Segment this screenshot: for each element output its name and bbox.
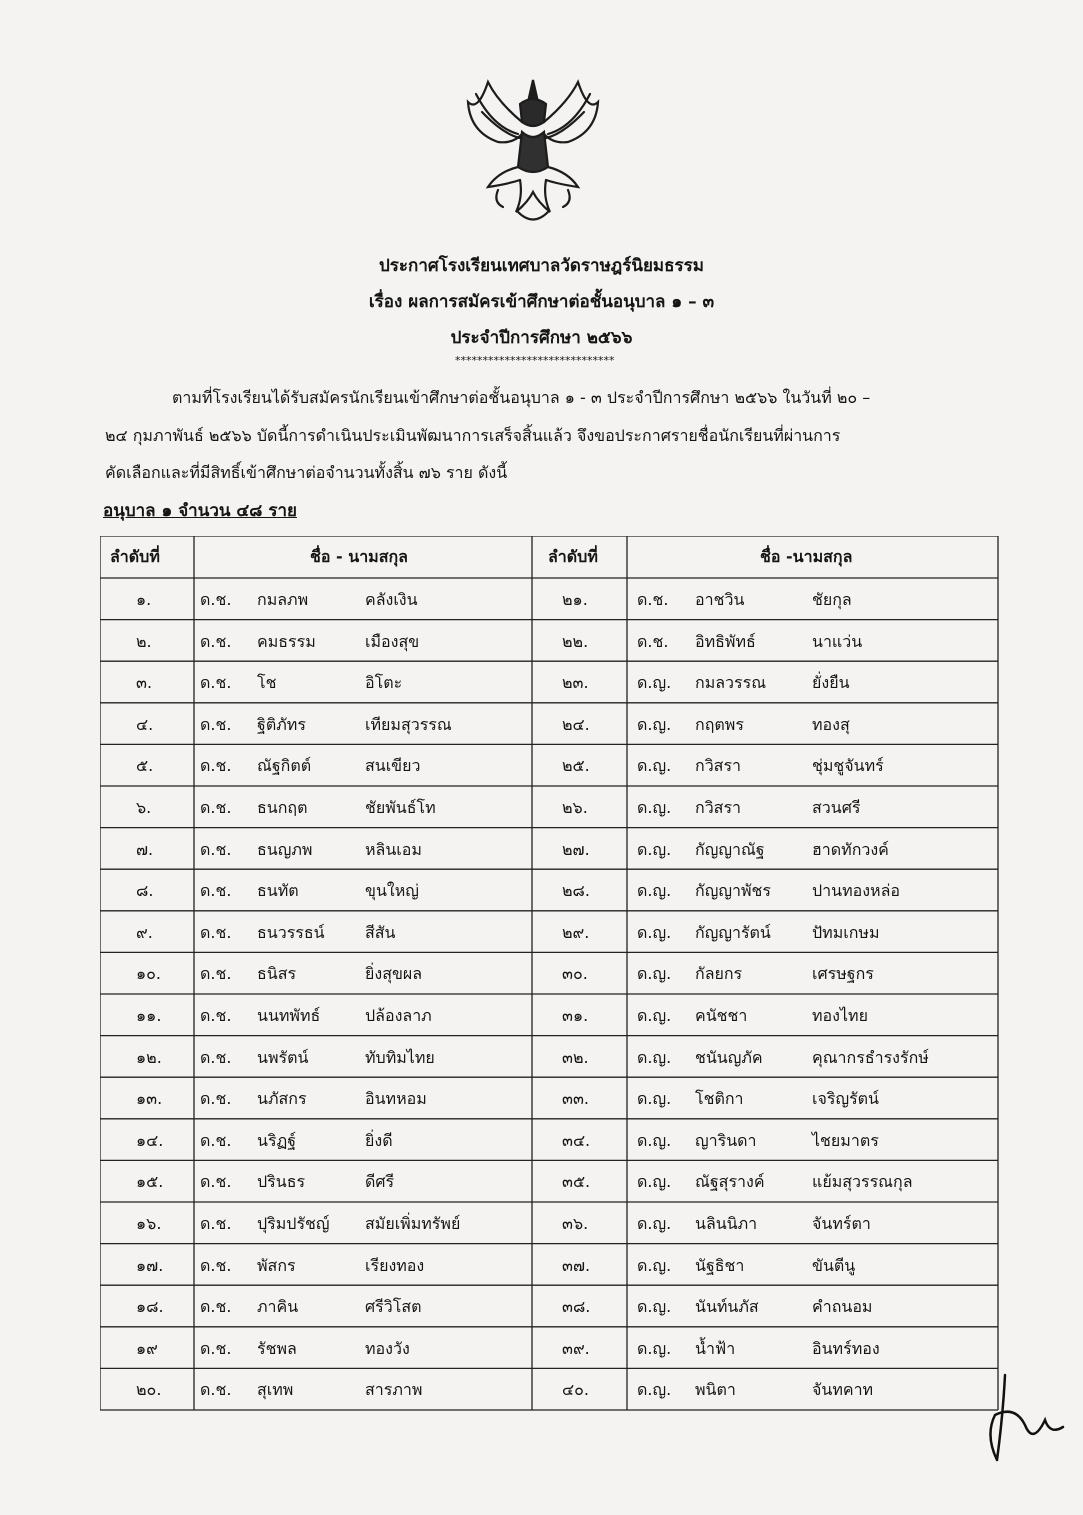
row-firstname-left: ปุริมปรัชญ์ — [257, 1214, 330, 1233]
row-lastname-right: คุณากรธำรงรักษ์ — [812, 1047, 929, 1067]
section-title: อนุบาล ๑ จำนวน ๔๘ ราย — [103, 501, 297, 521]
row-prefix-right: ด.ญ. — [637, 673, 672, 693]
row-firstname-right: พนิตา — [695, 1380, 736, 1400]
row-firstname-right: นลินนิภา — [695, 1214, 758, 1233]
row-order-left: ๑๐. — [136, 964, 162, 984]
body-paragraph-line-2: ๒๔ กุมภาพันธ์ ๒๕๖๖ บัดนี้การดำเนินประเมินพัฒนาการเสร็จสิ้นแล้ว จึงขอประกาศรายชื่อนักเรียนที่ผ่านการ — [105, 426, 841, 445]
row-firstname-left: พัสกร — [257, 1255, 296, 1275]
row-firstname-left: ธนิสร — [257, 964, 297, 984]
row-order-right: ๒๒. — [562, 631, 589, 651]
row-lastname-right: แย้มสุวรรณกุล — [812, 1172, 913, 1192]
row-firstname-left: ธนกฤต — [257, 798, 308, 817]
row-order-left: ๑๓. — [136, 1089, 163, 1109]
row-order-right: ๓๒. — [562, 1047, 589, 1067]
row-lastname-right: จันทร์ตา — [812, 1214, 871, 1233]
row-firstname-right: ชนันญภัค — [695, 1047, 763, 1067]
row-lastname-right: อินทร์ทอง — [812, 1338, 880, 1358]
row-firstname-left: สุเทพ — [257, 1380, 294, 1400]
row-lastname-left: ชัยพันธ์โท — [365, 798, 436, 817]
row-prefix-right: ด.ญ. — [637, 1006, 672, 1025]
row-prefix-left: ด.ช. — [200, 922, 232, 942]
row-lastname-right: ทองสุ — [812, 714, 850, 734]
row-lastname-right: จันทคาท — [812, 1380, 874, 1400]
row-firstname-left: รัชพล — [257, 1338, 297, 1358]
row-order-right: ๓๕. — [562, 1172, 591, 1192]
row-prefix-right: ด.ญ. — [637, 922, 672, 942]
header-name-2: ชื่อ -นามสกุล — [760, 547, 853, 566]
row-order-left: ๗. — [136, 839, 154, 859]
row-firstname-right: นัฐธิชา — [695, 1255, 745, 1275]
row-firstname-left: ณัฐกิตต์ — [257, 756, 312, 776]
row-firstname-right: ณัฐสุรางค์ — [695, 1172, 765, 1192]
row-order-right: ๒๑. — [562, 590, 588, 609]
row-prefix-right: ด.ญ. — [637, 1380, 672, 1400]
header-name-1: ชื่อ - นามสกุล — [310, 547, 408, 566]
header-order-1: ลำดับที่ — [110, 547, 160, 566]
row-order-left: ๑๖. — [136, 1214, 162, 1233]
row-lastname-left: ทับทิมไทย — [365, 1047, 435, 1067]
row-order-left: ๖. — [136, 798, 152, 817]
row-lastname-left: เรียงทอง — [365, 1255, 425, 1275]
row-order-right: ๒๖. — [562, 798, 588, 817]
row-order-right: ๓๐. — [562, 964, 588, 984]
row-prefix-left: ด.ช. — [200, 1006, 232, 1025]
row-lastname-right: สวนศรี — [812, 798, 861, 817]
row-prefix-right: ด.ช. — [637, 590, 669, 609]
row-prefix-left: ด.ช. — [200, 1338, 232, 1358]
row-firstname-left: ธนวรรธน์ — [257, 922, 325, 942]
row-lastname-right: นาแว่น — [812, 631, 863, 651]
row-prefix-right: ด.ญ. — [637, 798, 672, 817]
row-firstname-right: น้ำฟ้า — [695, 1338, 736, 1358]
row-prefix-right: ด.ญ. — [637, 839, 672, 859]
row-lastname-right: เศรษฐกร — [812, 964, 874, 984]
row-lastname-right: ปานทองหล่อ — [812, 881, 901, 901]
row-order-left: ๒๐. — [136, 1380, 162, 1400]
row-prefix-right: ด.ญ. — [637, 1338, 672, 1358]
announcement-title: ประกาศโรงเรียนเทศบาลวัดราษฎร์นิยมธรรม — [379, 256, 704, 276]
row-prefix-left: ด.ช. — [200, 1255, 232, 1275]
row-prefix-left: ด.ช. — [200, 714, 232, 734]
row-firstname-right: คนัชชา — [695, 1006, 748, 1025]
row-prefix-left: ด.ช. — [200, 798, 232, 817]
row-prefix-right: ด.ญ. — [637, 756, 672, 776]
handwritten-signature — [975, 1355, 1065, 1475]
row-prefix-right: ด.ญ. — [637, 964, 672, 984]
row-order-left: ๙. — [136, 922, 153, 942]
row-prefix-right: ด.ญ. — [637, 1297, 672, 1317]
row-order-left: ๓. — [136, 673, 153, 693]
row-prefix-left: ด.ช. — [200, 964, 232, 984]
row-prefix-left: ด.ช. — [200, 1089, 232, 1109]
garuda-emblem-icon — [458, 72, 608, 232]
row-firstname-left: ภาคิน — [257, 1297, 299, 1317]
row-firstname-left: ฐิติภัทร — [257, 714, 306, 734]
row-lastname-right: ปัทมเกษม — [812, 922, 880, 942]
row-prefix-left: ด.ช. — [200, 1130, 232, 1150]
row-firstname-right: อิทธิพัทธ์ — [695, 631, 756, 651]
row-firstname-left: นริฏฐ์ — [257, 1130, 297, 1150]
row-order-left: ๑๔. — [136, 1130, 164, 1150]
row-prefix-left: ด.ช. — [200, 756, 232, 776]
row-lastname-left: สารภาพ — [365, 1380, 423, 1400]
row-lastname-left: เทียมสุวรรณ — [365, 714, 452, 734]
row-firstname-right: กฤตพร — [695, 714, 744, 734]
row-firstname-right: โชติกา — [695, 1089, 744, 1109]
row-lastname-right: ฮาดทักวงค์ — [812, 839, 889, 859]
row-order-right: ๒๓. — [562, 673, 589, 693]
row-lastname-right: ชัยกุล — [812, 590, 852, 609]
row-firstname-right: ญารินดา — [695, 1130, 757, 1150]
row-order-right: ๓๓. — [562, 1089, 589, 1109]
row-firstname-right: กัญญาพัชร — [695, 881, 771, 901]
row-prefix-left: ด.ช. — [200, 631, 232, 651]
student-list-table — [100, 536, 1020, 1411]
row-prefix-left: ด.ช. — [200, 673, 232, 693]
row-firstname-left: ปรินธร — [257, 1172, 306, 1192]
row-lastname-right: ทองไทย — [812, 1006, 868, 1025]
row-prefix-right: ด.ญ. — [637, 1172, 672, 1192]
row-firstname-right: กัลยกร — [695, 964, 743, 984]
row-lastname-left: สมัยเพิ่มทรัพย์ — [365, 1214, 461, 1233]
row-lastname-right: ชุ่มชูจันทร์ — [812, 756, 884, 776]
row-order-right: ๒๙. — [562, 922, 590, 942]
row-order-right: ๒๔. — [562, 714, 590, 734]
row-order-left: ๘. — [136, 881, 154, 901]
row-prefix-right: ด.ญ. — [637, 1130, 672, 1150]
row-order-right: ๓๘. — [562, 1297, 591, 1317]
row-order-right: ๔๐. — [562, 1380, 589, 1400]
row-order-left: ๒. — [136, 631, 152, 651]
row-order-left: ๑๒. — [136, 1047, 162, 1067]
row-prefix-right: ด.ญ. — [637, 881, 672, 901]
table-grid — [100, 536, 1020, 1411]
row-prefix-right: ด.ญ. — [637, 1214, 672, 1233]
row-lastname-left: ดีศรี — [365, 1172, 395, 1192]
row-order-right: ๓๖. — [562, 1214, 589, 1233]
row-prefix-left: ด.ช. — [200, 1047, 232, 1067]
row-prefix-left: ด.ช. — [200, 839, 232, 859]
row-order-left: ๑๑. — [136, 1006, 162, 1025]
row-prefix-right: ด.ญ. — [637, 1255, 672, 1275]
row-lastname-left: ยิ่งดี — [365, 1130, 393, 1150]
row-order-left: ๑๗. — [136, 1255, 164, 1275]
row-prefix-left: ด.ช. — [200, 1172, 232, 1192]
row-lastname-right: คำถนอม — [812, 1297, 873, 1317]
row-lastname-right: เจริญรัตน์ — [812, 1089, 879, 1109]
row-firstname-left: กมลภพ — [257, 590, 309, 609]
row-firstname-right: กวิสรา — [695, 756, 742, 776]
row-order-left: ๔. — [136, 714, 154, 734]
row-firstname-left: โช — [257, 673, 277, 693]
row-prefix-left: ด.ช. — [200, 1214, 232, 1233]
row-order-right: ๓๗. — [562, 1255, 591, 1275]
row-firstname-left: นภัสกร — [257, 1089, 307, 1109]
row-order-right: ๓๙. — [562, 1338, 590, 1358]
row-lastname-right: ยั่งยืน — [812, 673, 850, 693]
row-order-right: ๒๘. — [562, 881, 590, 901]
row-lastname-left: ปล้องลาภ — [365, 1006, 432, 1025]
row-firstname-left: ธนญภพ — [257, 839, 313, 859]
row-order-left: ๑๙ — [136, 1338, 158, 1358]
announcement-subject: เรื่อง ผลการสมัครเข้าศึกษาต่อชั้นอนุบาล ๑ – ๓ — [368, 292, 715, 312]
row-lastname-left: คลังเงิน — [365, 590, 418, 609]
row-prefix-right: ด.ญ. — [637, 1089, 672, 1109]
row-order-left: ๑๕. — [136, 1172, 164, 1192]
row-order-left: ๑. — [136, 590, 152, 609]
row-lastname-left: อินทหอม — [365, 1089, 427, 1109]
row-firstname-left: ธนทัต — [257, 881, 299, 901]
star-divider: ***************************** — [455, 354, 615, 367]
row-lastname-left: ทองวัง — [365, 1338, 410, 1358]
row-lastname-left: เมืองสุข — [365, 631, 420, 651]
row-lastname-right: ไชยมาตร — [812, 1130, 879, 1150]
row-lastname-left: สีสัน — [365, 922, 396, 942]
row-firstname-right: นันท์นภัส — [695, 1297, 759, 1317]
body-paragraph-line-1: ตามที่โรงเรียนได้รับสมัครนักเรียนเข้าศึกษาต่อชั้นอนุบาล ๑ - ๓ ประจำปีการศึกษา ๒๕๖๖ ในวันที่ ๒๐ – — [172, 388, 871, 407]
row-firstname-right: กวิสรา — [695, 798, 742, 817]
row-order-left: ๕. — [136, 756, 154, 776]
row-lastname-left: ยิ่งสุขผล — [365, 964, 423, 984]
row-order-left: ๑๘. — [136, 1297, 164, 1317]
row-lastname-left: หลินเอม — [365, 839, 422, 859]
row-lastname-left: อิโตะ — [365, 673, 403, 693]
row-lastname-left: สนเขียว — [365, 756, 421, 776]
row-prefix-right: ด.ญ. — [637, 714, 672, 734]
row-order-right: ๓๑. — [562, 1006, 589, 1025]
row-prefix-right: ด.ช. — [637, 631, 669, 651]
row-prefix-right: ด.ญ. — [637, 1047, 672, 1067]
row-firstname-right: กัญญาณัฐ — [695, 839, 765, 859]
row-firstname-left: นนทพัทธ์ — [257, 1006, 321, 1025]
row-firstname-left: คมธรรม — [257, 631, 316, 651]
row-order-right: ๒๗. — [562, 839, 590, 859]
row-order-right: ๒๕. — [562, 756, 590, 776]
body-paragraph-line-3: คัดเลือกและที่มีสิทธิ์เข้าศึกษาต่อจำนวนทั้งสิ้น ๗๖ ราย ดังนี้ — [105, 463, 508, 482]
row-firstname-right: กัญญารัตน์ — [695, 922, 771, 942]
academic-year: ประจำปีการศึกษา ๒๕๖๖ — [450, 328, 633, 348]
row-prefix-left: ด.ช. — [200, 1380, 232, 1400]
row-firstname-right: อาชวิน — [695, 590, 745, 609]
row-prefix-left: ด.ช. — [200, 881, 232, 901]
row-firstname-right: กมลวรรณ — [695, 673, 767, 693]
row-prefix-left: ด.ช. — [200, 1297, 232, 1317]
header-order-2: ลำดับที่ — [548, 547, 598, 566]
row-lastname-left: ขุนใหญ่ — [365, 881, 419, 901]
row-order-right: ๓๔. — [562, 1130, 591, 1150]
row-lastname-left: ศรีวิโสต — [365, 1297, 422, 1317]
row-firstname-left: นพรัตน์ — [257, 1047, 309, 1067]
row-prefix-left: ด.ช. — [200, 590, 232, 609]
row-lastname-right: ขันตีนู — [812, 1255, 856, 1275]
